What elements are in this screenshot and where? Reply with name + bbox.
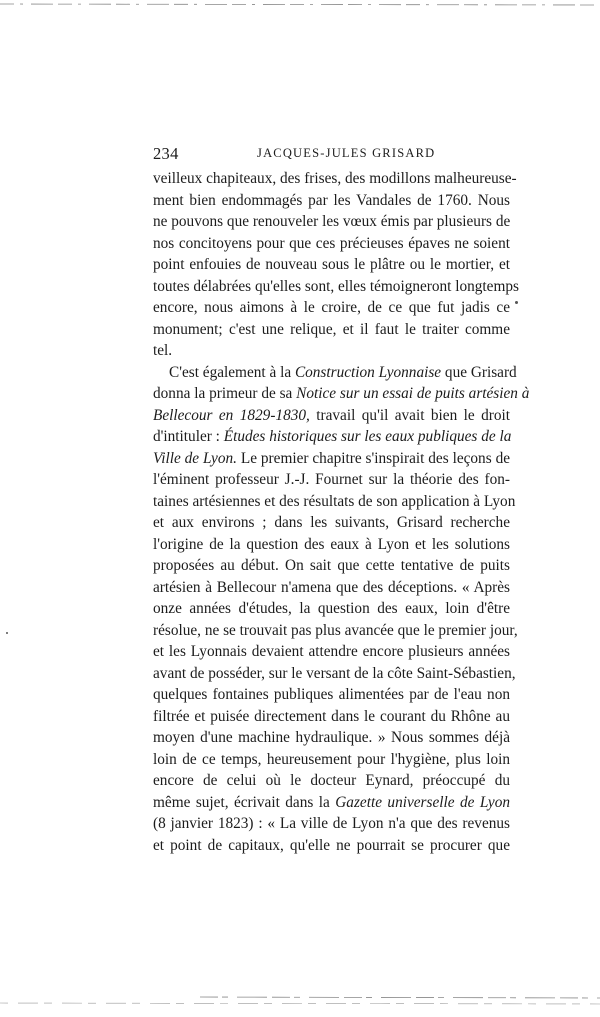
- text-run: taines artésiennes et des résultats de son application à Lyon: [153, 492, 516, 510]
- text-run: filtrée et puisée directement dans le courant du Rhône au: [153, 707, 510, 725]
- text-line: [153, 405, 510, 427]
- text-line: [153, 211, 510, 233]
- text-line: [153, 340, 510, 362]
- text-line: [153, 749, 510, 771]
- text-run: quelques fontaines publiques alimentées par de l'eau non: [153, 686, 510, 703]
- text-line: [153, 426, 510, 448]
- page-header: [153, 140, 513, 164]
- text-line: [153, 254, 510, 276]
- text-line: [153, 383, 530, 405]
- text-run: nos concitoyens pour que ces précieuses épaves ne soient: [153, 234, 510, 252]
- italic-title: Gazette universelle de Lyon: [335, 793, 510, 811]
- text-run: tel.: [153, 342, 173, 359]
- italic-title: Études historiques sur les eaux publiques de la: [223, 428, 512, 445]
- text-line: [153, 512, 510, 534]
- italic-title: Bellecour en 1829-1830,: [153, 406, 310, 424]
- text-line: [153, 448, 510, 470]
- speck-mark: [515, 301, 518, 304]
- italic-title: Notice sur un essai de puits artésien à: [296, 385, 530, 402]
- text-line: [153, 297, 510, 319]
- text-run: moyen d'une machine hydraulique. » Nous sommes déjà: [153, 729, 510, 746]
- text-line: [153, 835, 510, 857]
- text-run: avant de posséder, sur le versant de la côte Saint-Sébastien,: [153, 664, 516, 682]
- text-line: [153, 684, 510, 706]
- text-run: Le premier chapitre s'inspirait des leçons de: [236, 449, 511, 467]
- text-run: (8 janvier 1823) : « La ville de Lyon n'a que des revenus: [153, 815, 510, 832]
- text-run: encore, nous aimons à le croire, de ce que fut jadis ce: [153, 299, 510, 316]
- text-run: l'éminent professeur J.-J. Fournet sur la théorie des fon-: [153, 471, 510, 488]
- text-run: proposées au début. On sait que cette tentative de puits: [153, 557, 510, 574]
- speck-mark: [6, 632, 8, 634]
- text-line: [153, 620, 518, 642]
- text-run: ment bien endommagés par les Vandales de 1760. Nous: [153, 191, 510, 209]
- text-run: donna la primeur de sa: [153, 385, 297, 402]
- text-run: et point de capitaux, qu'elle ne pourrait se procurer que: [153, 836, 510, 854]
- text-run: onze années d'études, la question des eaux, loin d'être: [153, 600, 510, 617]
- text-run: toutes délabrées qu'elles sont, elles témoigneront longtemps: [153, 277, 519, 295]
- text-run: l'origine de la question des eaux à Lyon et les solutions: [153, 535, 510, 553]
- text-line: [153, 706, 510, 728]
- running-head: JACQUES-JULES GRISARD: [257, 146, 436, 160]
- text-line: [153, 534, 510, 556]
- text-line: [153, 362, 517, 384]
- text-line: [153, 319, 510, 341]
- text-line: [153, 491, 516, 513]
- text-line: [153, 233, 510, 255]
- text-line: [153, 792, 510, 814]
- scan-edge-top: [0, 2, 600, 8]
- text-line: [153, 469, 510, 491]
- italic-title: Construction Lyonnaise: [294, 363, 442, 381]
- text-line: [153, 813, 510, 835]
- text-run: monument; c'est une relique, et il faut le traiter comme: [153, 320, 510, 338]
- text-run: même sujet, écrivait dans la: [153, 793, 336, 811]
- scan-edge-bottom: [0, 989, 600, 1009]
- text-run: loin de ce temps, heureusement pour l'hygiène, plus loin: [153, 750, 510, 768]
- text-run: encore de celui où le docteur Eynard, préoccupé du: [153, 772, 510, 789]
- text-run: que Grisard: [441, 363, 517, 381]
- text-line: [153, 190, 510, 212]
- text-line: [153, 663, 516, 685]
- italic-title: Ville de Lyon.: [153, 449, 237, 467]
- text-run: travail qu'il avait bien le droit: [309, 406, 510, 424]
- text-run: d'intituler :: [153, 428, 224, 445]
- text-line: [153, 770, 510, 792]
- text-run: veilleux chapiteaux, des frises, des modillons malheureuse-: [153, 170, 517, 187]
- body-text: [153, 168, 530, 856]
- text-line: [153, 276, 519, 298]
- text-run: C'est également à la: [169, 363, 295, 381]
- text-run: résolue, ne se trouvait pas plus avancée que le premier jour,: [153, 621, 518, 639]
- text-run: et aux environs ; dans les suivants, Grisard recherche: [153, 514, 510, 531]
- text-line: [153, 555, 510, 577]
- text-run: point enfouies de nouveau sous le plâtre ou le mortier, et: [153, 256, 510, 273]
- text-run: et les Lyonnais devaient attendre encore plusieurs années: [153, 643, 510, 660]
- page-number: 234: [153, 144, 179, 163]
- text-run: ne pouvons que renouveler les vœux émis par plusieurs de: [153, 213, 511, 230]
- text-line: [153, 168, 517, 190]
- text-line: [153, 598, 510, 620]
- text-line: [153, 641, 510, 663]
- text-run: artésien à Bellecour n'amena que des déceptions. « Après: [153, 578, 510, 596]
- text-line: [153, 577, 510, 599]
- text-line: [153, 727, 510, 749]
